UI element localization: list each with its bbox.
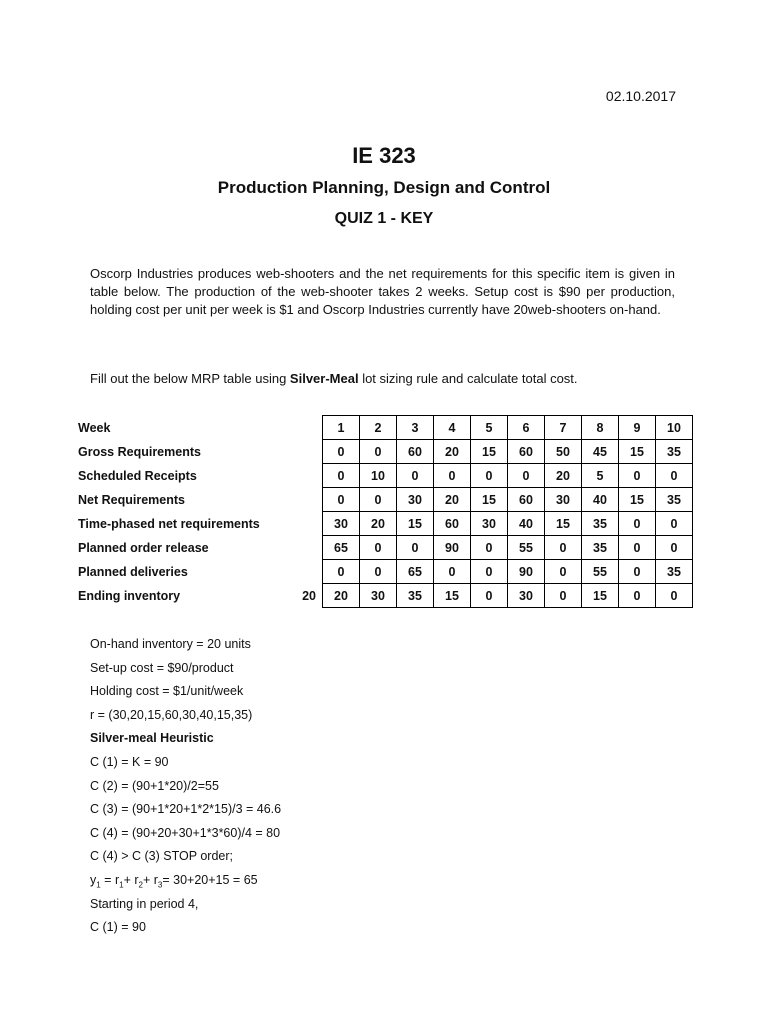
work-heuristic-title: Silver-meal Heuristic — [90, 731, 214, 746]
table-cell: 30 — [360, 584, 397, 608]
table-cell: 0 — [619, 536, 656, 560]
instruction-post: lot sizing rule and calculate total cost. — [358, 371, 578, 386]
table-cell: 0 — [360, 440, 397, 464]
table-cell: 0 — [360, 488, 397, 512]
table-cell: 0 — [471, 536, 508, 560]
table-cell: 60 — [434, 512, 471, 536]
row-label: Week — [78, 420, 111, 435]
table-cell: 10 — [360, 464, 397, 488]
table-cell: 0 — [656, 584, 693, 608]
work-c1-period4: C (1) = 90 — [90, 920, 146, 935]
table-cell: 0 — [397, 464, 434, 488]
table-cell: 2 — [360, 416, 397, 440]
work-lot-size — [90, 869, 281, 893]
table-cell: 0 — [434, 560, 471, 584]
table-cell: 20 — [360, 512, 397, 536]
row-label: Time-phased net requirements — [78, 516, 260, 531]
table-cell: 0 — [397, 536, 434, 560]
table-cell: 15 — [619, 488, 656, 512]
lot-r3-sub: 3 — [157, 880, 163, 890]
table-row — [75, 584, 693, 608]
table-cell: 0 — [508, 464, 545, 488]
table-cell: 8 — [582, 416, 619, 440]
table-row — [75, 560, 693, 584]
initial-value — [283, 512, 323, 536]
table-cell: 0 — [656, 512, 693, 536]
table-cell: 55 — [508, 536, 545, 560]
table-cell: 65 — [323, 536, 360, 560]
table-cell: 0 — [656, 464, 693, 488]
table-row — [75, 416, 693, 440]
table-cell: 45 — [582, 440, 619, 464]
table-cell: 20 — [545, 464, 582, 488]
row-label: Scheduled Receipts — [78, 468, 197, 483]
table-cell: 15 — [434, 584, 471, 608]
table-cell: 20 — [434, 488, 471, 512]
table-cell: 0 — [434, 464, 471, 488]
row-label: Planned deliveries — [78, 564, 188, 579]
initial-value — [283, 560, 323, 584]
instruction — [90, 370, 690, 388]
table-cell: 0 — [323, 488, 360, 512]
work-onhand: On-hand inventory = 20 units — [90, 637, 251, 651]
table-cell: 5 — [471, 416, 508, 440]
table-cell: 20 — [434, 440, 471, 464]
table-row — [75, 512, 693, 536]
initial-value — [283, 440, 323, 464]
row-label: Net Requirements — [78, 492, 185, 507]
table-cell: 0 — [360, 536, 397, 560]
initial-value — [283, 488, 323, 512]
table-cell: 35 — [656, 488, 693, 512]
work-c3: C (3) = (90+1*20+1*2*15)/3 = 46.6 — [90, 802, 282, 817]
table-row — [75, 536, 693, 560]
table-cell: 35 — [582, 536, 619, 560]
table-cell: 0 — [545, 584, 582, 608]
course-subtitle: Production Planning, Design and Control — [217, 178, 551, 197]
table-cell: 60 — [508, 488, 545, 512]
work-c4: C (4) = (90+20+30+1*3*60)/4 = 80 — [90, 825, 281, 840]
initial-value: 20 — [302, 588, 316, 603]
solution-work — [90, 633, 281, 940]
table-cell: 7 — [545, 416, 582, 440]
table-cell: 40 — [582, 488, 619, 512]
row-label: Planned order release — [78, 540, 209, 555]
table-cell: 90 — [508, 560, 545, 584]
instruction-pre: Fill out the below MRP table using — [90, 371, 290, 386]
work-next-period: Starting in period 4, — [90, 896, 199, 911]
table-cell: 6 — [508, 416, 545, 440]
work-c2: C (2) = (90+1*20)/2=55 — [90, 778, 219, 793]
lot-eq: = r — [100, 872, 120, 887]
table-cell: 10 — [656, 416, 693, 440]
table-cell: 15 — [471, 440, 508, 464]
table-cell: 20 — [323, 584, 360, 608]
table-cell: 9 — [619, 416, 656, 440]
instruction-bold: Silver-Meal — [289, 371, 359, 386]
table-cell: 50 — [545, 440, 582, 464]
table-cell: 30 — [471, 512, 508, 536]
lot-y-sub: 1 — [96, 880, 101, 890]
work-c1: C (1) = K = 90 — [90, 754, 169, 769]
lot-plus2: + r — [142, 872, 158, 887]
table-cell: 30 — [323, 512, 360, 536]
table-cell: 0 — [323, 440, 360, 464]
table-cell: 0 — [545, 560, 582, 584]
problem-statement: Oscorp Industries produces web-shooters and the net requirements for this specific item is given in table below. The production of the web-shooter takes 2 weeks. Setup cost is $90 per production, holding cost per unit per week is $1 and Oscorp Industries currently have 20web-shooters on-hand. — [90, 266, 675, 317]
date: 02.10.2017 — [605, 88, 676, 104]
table-cell: 0 — [360, 560, 397, 584]
lot-r2-sub: 2 — [138, 880, 143, 890]
work-holding-cost: Holding cost = $1/unit/week — [90, 684, 244, 699]
table-cell: 3 — [397, 416, 434, 440]
table-row — [75, 440, 693, 464]
table-cell: 35 — [397, 584, 434, 608]
table-cell: 4 — [434, 416, 471, 440]
table-cell: 0 — [619, 464, 656, 488]
table-cell: 15 — [619, 440, 656, 464]
initial-value — [283, 464, 323, 488]
initial-value — [283, 536, 323, 560]
table-cell: 30 — [545, 488, 582, 512]
table-cell: 60 — [397, 440, 434, 464]
table-row — [75, 464, 693, 488]
table-cell: 0 — [545, 536, 582, 560]
table-cell: 35 — [582, 512, 619, 536]
work-requirements: r = (30,20,15,60,30,40,15,35) — [90, 707, 253, 722]
table-cell: 15 — [397, 512, 434, 536]
table-cell: 0 — [619, 560, 656, 584]
work-setup-cost: Set-up cost = $90/product — [90, 660, 234, 675]
table-cell: 60 — [508, 440, 545, 464]
table-cell: 0 — [619, 512, 656, 536]
table-cell: 0 — [471, 560, 508, 584]
table-cell: 0 — [323, 464, 360, 488]
table-cell: 65 — [397, 560, 434, 584]
table-cell: 15 — [582, 584, 619, 608]
table-cell: 15 — [545, 512, 582, 536]
table-cell: 15 — [471, 488, 508, 512]
table-cell: 55 — [582, 560, 619, 584]
lot-r1-sub: 1 — [119, 880, 124, 890]
table-cell: 35 — [656, 440, 693, 464]
table-row — [75, 488, 693, 512]
table-cell: 35 — [656, 560, 693, 584]
table-cell: 1 — [323, 416, 360, 440]
row-label: Ending inventory — [78, 588, 181, 603]
lot-y: y — [90, 872, 97, 887]
initial-value — [283, 416, 323, 440]
quiz-title: QUIZ 1 - KEY — [334, 210, 434, 227]
table-cell: 0 — [471, 584, 508, 608]
table-cell: 5 — [582, 464, 619, 488]
lot-tail: = 30+20+15 = 65 — [162, 872, 258, 887]
table-cell: 0 — [323, 560, 360, 584]
table-cell: 0 — [619, 584, 656, 608]
table-cell: 40 — [508, 512, 545, 536]
table-cell: 0 — [656, 536, 693, 560]
lot-plus1: + r — [123, 872, 139, 887]
mrp-table — [75, 415, 693, 608]
table-cell: 30 — [397, 488, 434, 512]
table-cell: 0 — [471, 464, 508, 488]
course-title: IE 323 — [352, 143, 416, 168]
row-label: Gross Requirements — [78, 444, 201, 459]
table-cell: 30 — [508, 584, 545, 608]
work-stop: C (4) > C (3) STOP order; — [90, 849, 233, 864]
table-cell: 90 — [434, 536, 471, 560]
